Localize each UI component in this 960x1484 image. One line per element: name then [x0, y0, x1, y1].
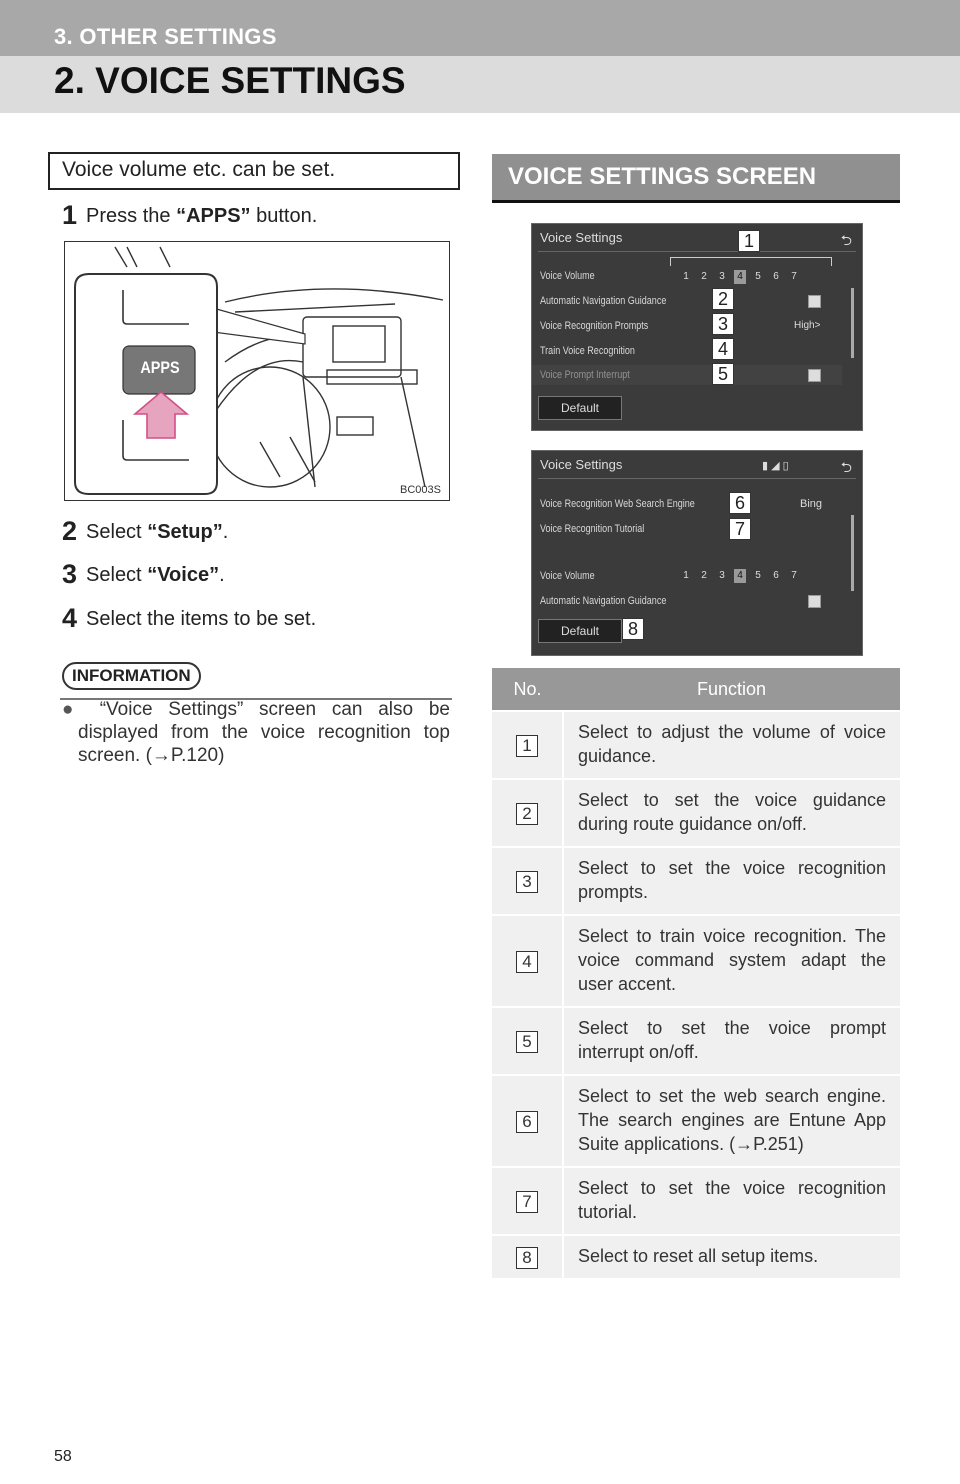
table-row [492, 915, 900, 1007]
callout-1: 1 [738, 230, 760, 252]
row-voice-volume: Voice Volume [540, 270, 595, 282]
information-text [62, 698, 450, 767]
screen-section-title: VOICE SETTINGS SCREEN [508, 163, 817, 190]
volume-level: 5 [755, 271, 761, 282]
table-row [492, 779, 900, 847]
table-header-row [492, 668, 900, 711]
screen-title: Voice Settings [540, 457, 623, 472]
callout-3: 3 [712, 313, 734, 335]
divider [538, 251, 856, 252]
row-auto-nav-guidance: Automatic Navigation Guidance [540, 295, 667, 307]
function-cell: Select to set the voice recognition prompts. [563, 847, 900, 915]
step-text-end: . [222, 521, 229, 543]
table-row [492, 1007, 900, 1075]
row-voice-tutorial: Voice Recognition Tutorial [540, 523, 645, 535]
page-number: 58 [54, 1448, 72, 1465]
function-cell: Select to reset all setup items. [563, 1235, 900, 1278]
table-row [492, 847, 900, 915]
figure-code: BC003S [400, 484, 441, 496]
page-header [0, 0, 960, 113]
row-auto-nav-guidance: Automatic Navigation Guidance [540, 595, 667, 607]
volume-level: 2 [701, 271, 707, 282]
bullet-icon: ● [62, 699, 84, 720]
number-box: 6 [516, 1111, 538, 1133]
apps-button-label: APPS [140, 358, 180, 377]
voice-settings-screen-2 [531, 450, 863, 656]
table-row [492, 1235, 900, 1278]
number-box: 5 [516, 1031, 538, 1053]
step-emphasis: “Setup” [147, 521, 223, 543]
scrollbar [851, 515, 854, 591]
row-number-cell [492, 1007, 563, 1075]
volume-level: 3 [719, 271, 725, 282]
header-no: No. [492, 668, 563, 711]
volume-level: 3 [719, 570, 725, 581]
row-voice-recognition-prompts: Voice Recognition Prompts [540, 320, 649, 332]
table-row [492, 1075, 900, 1167]
volume-level: 5 [755, 570, 761, 581]
back-icon: ⮌ [840, 459, 852, 475]
volume-level-selected: 4 [734, 569, 746, 583]
function-table [492, 668, 900, 1278]
volume-level: 6 [773, 570, 779, 581]
callout-5: 5 [712, 363, 734, 385]
row-number-cell [492, 1235, 563, 1278]
volume-level-selected: 4 [734, 270, 746, 284]
function-cell: Select to set the voice guidance during route guidance on/off. [563, 779, 900, 847]
row-number-cell [492, 779, 563, 847]
step-text-end: button. [250, 205, 318, 227]
scrollbar [851, 288, 854, 358]
row-number-cell [492, 915, 563, 1007]
watermark: carmanualsonline.info [598, 1458, 790, 1478]
apps-button-illustration [64, 241, 450, 501]
number-box: 7 [516, 1191, 538, 1213]
page-title: 2. VOICE SETTINGS [54, 60, 406, 101]
volume-level: 2 [701, 570, 707, 581]
signal-icon: ▮ ◢ ▯ [762, 460, 789, 472]
voice-settings-screen-1 [531, 223, 863, 431]
volume-level: 6 [773, 271, 779, 282]
step-4 [62, 603, 316, 634]
step-text-end: . [219, 564, 225, 586]
step-emphasis: “APPS” [176, 205, 251, 227]
function-cell: Select to train voice recognition. The voice command system adapt the user accent. [563, 915, 900, 1007]
number-box: 4 [516, 951, 538, 973]
intro-text: Voice volume etc. can be set. [62, 158, 336, 181]
header-function: Function [563, 668, 900, 711]
function-cell: Select to set the voice recognition tutorial. [563, 1167, 900, 1235]
row-number-cell [492, 847, 563, 915]
callout-bracket [670, 257, 832, 266]
callout-2: 2 [712, 288, 734, 310]
step-number: 2 [62, 516, 78, 546]
callout-6: 6 [729, 492, 751, 514]
step-number: 3 [62, 559, 78, 589]
default-button: Default [538, 619, 622, 643]
step-text: Select [86, 521, 148, 543]
row-train-voice-recognition: Train Voice Recognition [540, 345, 635, 357]
step-emphasis: “Voice” [147, 564, 220, 586]
interrupt-checkbox [808, 369, 821, 382]
divider [538, 478, 856, 479]
row-voice-volume: Voice Volume [540, 570, 595, 582]
volume-level: 7 [791, 271, 797, 282]
row-web-search-engine: Voice Recognition Web Search Engine [540, 498, 695, 510]
number-box: 3 [516, 871, 538, 893]
number-box: 2 [516, 803, 538, 825]
row-number-cell [492, 711, 563, 779]
intro-box [48, 152, 460, 190]
step-2 [62, 516, 228, 547]
callout-8: 8 [622, 618, 644, 640]
row-highlight [532, 365, 842, 385]
dashboard-drawing [65, 242, 449, 500]
back-icon: ⮌ [840, 232, 852, 248]
callout-4: 4 [712, 338, 734, 360]
callout-7: 7 [729, 518, 751, 540]
function-cell: Select to set the voice prompt interrupt on/off. [563, 1007, 900, 1075]
step-3 [62, 559, 225, 590]
number-box: 8 [516, 1247, 538, 1269]
step-text: Select the items to be set. [86, 608, 317, 630]
step-number: 4 [62, 603, 78, 633]
step-text: Select [86, 564, 148, 586]
volume-level: 7 [791, 570, 797, 581]
step-text: Press the [86, 205, 177, 227]
table-row [492, 1167, 900, 1235]
default-button: Default [538, 396, 622, 420]
screen-title: Voice Settings [540, 230, 623, 245]
screen-section-bar [492, 154, 900, 203]
number-box: 1 [516, 735, 538, 757]
row-number-cell [492, 1167, 563, 1235]
engine-value: Bing [800, 498, 823, 510]
information-label: INFORMATION [62, 662, 201, 690]
prompt-value: High> [794, 320, 821, 331]
row-number-cell [492, 1075, 563, 1167]
function-cell: Select to set the web search engine. The search engines are Entune App Suite applications. (→P.251) [563, 1075, 900, 1167]
volume-level: 1 [683, 570, 689, 581]
volume-level: 1 [683, 271, 689, 282]
auto-nav-checkbox [808, 595, 821, 608]
step-1 [62, 200, 317, 231]
information-body: “Voice Settings” screen can also be displayed from the voice recognition top screen. (→P.120) [78, 699, 450, 766]
step-number: 1 [62, 200, 78, 230]
auto-nav-checkbox [808, 295, 821, 308]
section-label: 3. OTHER SETTINGS [54, 24, 277, 49]
table-row [492, 711, 900, 779]
function-cell: Select to adjust the volume of voice guidance. [563, 711, 900, 779]
